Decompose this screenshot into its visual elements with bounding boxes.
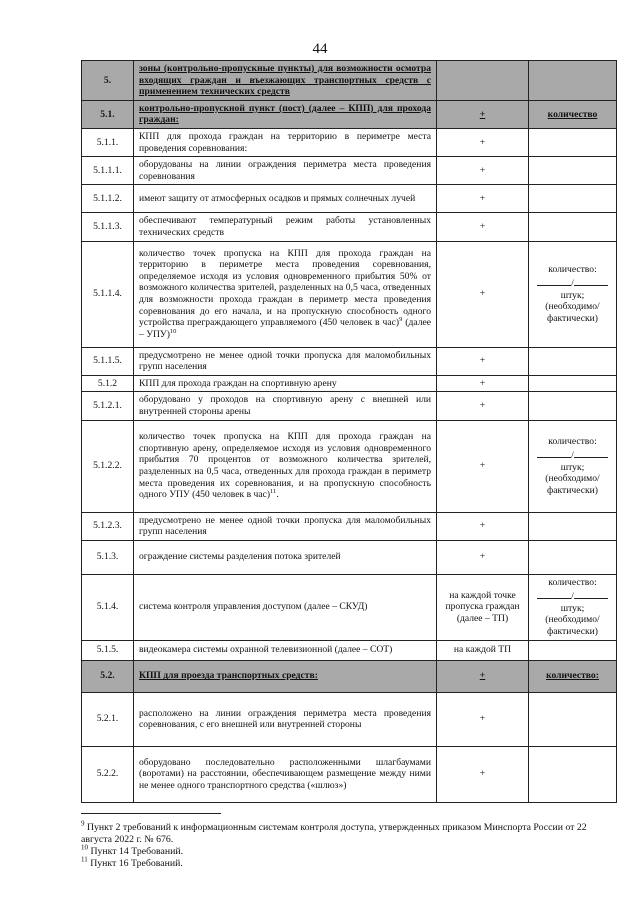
item-number: 5.2. (82, 660, 134, 692)
description-text: обеспечивают температурный режим работы установленных технических средств (139, 215, 431, 238)
quantity-cell (529, 100, 617, 128)
item-number: 5.1.1.3. (82, 213, 134, 241)
footnote-ref: 11 (270, 488, 277, 495)
description-text: количество точек пропуска на КПП для прохода граждан на спортивную арену, определяемое исходя из условия одновременного прибытия 70 процентов от возможного количества зрителей, разделенных на 0,5 часа, отведенных для прохода граждан в периметр места проведения их соревнования, и на пропускную способность одного УПУ (450 человек в час) (139, 431, 431, 501)
requirement-value: + (437, 100, 529, 128)
description-text: контрольно-пропускной пункт (пост) (далее – КПП) для прохода граждан: (139, 102, 431, 126)
description-tail: . (276, 489, 279, 501)
requirement-value: + (437, 512, 529, 540)
footnote (81, 819, 616, 846)
table-row (82, 512, 617, 540)
quantity-cell (529, 660, 617, 692)
item-number: 5.1.2.1. (82, 392, 134, 420)
table-row (82, 392, 617, 420)
section-row (82, 61, 617, 101)
description-text: предусмотрено не менее одной точки пропуска для маломобильных групп населения (139, 349, 431, 373)
item-description (134, 213, 437, 241)
item-description (134, 241, 437, 347)
item-number: 5.1.5. (82, 640, 134, 660)
item-description (134, 512, 437, 540)
requirement-value: + (437, 185, 529, 213)
requirement-value: + (437, 660, 529, 692)
table-row (82, 692, 617, 746)
footnotes (81, 819, 616, 870)
table-row (82, 157, 617, 185)
requirement-value: + (437, 213, 529, 241)
table-row (82, 746, 617, 802)
quantity-cell (529, 692, 617, 746)
quantity-cell (529, 347, 617, 375)
item-description (134, 61, 437, 101)
quantity-line: количество (547, 108, 598, 120)
footnote-mark: 10 (81, 843, 88, 852)
footnote-mark: 11 (81, 855, 88, 864)
item-number: 5.1.1.5. (82, 347, 134, 375)
quantity-line: / (534, 275, 611, 290)
quantity-cell (529, 574, 617, 640)
item-number: 5.1.1. (82, 128, 134, 156)
item-number: 5.1.2.3. (82, 512, 134, 540)
description-text: оборудовано последовательно расположенными шлагбаумами (воротами) на расстоянии, обеспечивающем размещение между ними не менее одного транспортного средства («шлюз») (139, 756, 431, 791)
section-row (82, 100, 617, 128)
item-number: 5.1.3. (82, 540, 134, 574)
quantity-cell (529, 392, 617, 420)
item-number: 5.1.2 (82, 375, 134, 392)
table-row (82, 375, 617, 392)
item-number: 5.1.4. (82, 574, 134, 640)
quantity-line: (необходимо/ (545, 614, 600, 626)
footnote-text: Пункт 14 Требований. (88, 846, 184, 857)
description-text: расположено на линии ограждения периметра места проведения соревнования, с его внешней или внутренней стороны (139, 707, 431, 731)
requirement-value: + (437, 241, 529, 347)
quantity-line: штук; (560, 289, 585, 301)
quantity-line: (необходимо/ (545, 301, 600, 313)
quantity-cell (529, 746, 617, 802)
requirement-value: + (437, 128, 529, 156)
description-text: имеют защиту от атмосферных осадков и прямых солнечных лучей (139, 193, 416, 205)
quantity-line: фактически) (547, 626, 598, 638)
item-number: 5.1.1.2. (82, 185, 134, 213)
quantity-line: количество: (548, 263, 597, 275)
quantity-line: количество: (546, 670, 599, 682)
quantity-cell (529, 512, 617, 540)
page-number: 44 (312, 41, 328, 57)
description-text: оборудованы на линии ограждения периметра места проведения соревнования (139, 159, 431, 182)
footnote (81, 855, 616, 870)
requirement-value (437, 61, 529, 101)
item-description (134, 375, 437, 392)
quantity-line: количество: (548, 435, 597, 447)
footnote-text: Пункт 16 Требований. (87, 858, 183, 869)
quantity-cell (529, 375, 617, 392)
footnote-ref: 9 (399, 316, 403, 324)
requirement-value: на каждой ТП (437, 640, 529, 660)
quantity-cell (529, 213, 617, 241)
quantity-cell (529, 157, 617, 185)
description-text: зоны (контрольно-пропускные пункты) для возможности осмотра входящих граждан и въезжающих транспортных средств с применением технических средств (139, 63, 431, 98)
item-number: 5.1.1.1. (82, 157, 134, 185)
quantity-line: (необходимо/ (545, 473, 600, 485)
quantity-line: количество: (548, 576, 597, 588)
description-text: оборудовано у проходов на спортивную арену с внешней или внутренней стороны арены (139, 394, 431, 417)
quantity-line: штук; (560, 461, 585, 473)
item-number: 5. (82, 61, 134, 101)
quantity-cell (529, 420, 617, 512)
table-row (82, 640, 617, 660)
requirement-value: + (437, 392, 529, 420)
requirement-value: + (437, 746, 529, 802)
section-row (82, 660, 617, 692)
requirement-value: + (437, 692, 529, 746)
description-text: система контроля управления доступом (далее – СКУД) (139, 601, 368, 613)
quantity-line: штук; (560, 602, 585, 614)
item-description (134, 540, 437, 574)
item-description (134, 660, 437, 692)
description-text: предусмотрено не менее одной точки пропуска для маломобильных групп населения (139, 514, 431, 538)
footnote-ref: 10 (169, 327, 177, 335)
quantity-cell (529, 241, 617, 347)
requirement-value: + (437, 157, 529, 185)
requirement-value: + (437, 347, 529, 375)
item-description (134, 100, 437, 128)
item-description (134, 157, 437, 185)
requirement-value: + (437, 375, 529, 392)
quantity-cell (529, 640, 617, 660)
item-number: 5.1.2.2. (82, 420, 134, 512)
table-row (82, 128, 617, 156)
quantity-cell (529, 540, 617, 574)
footnote (81, 843, 616, 858)
footnote-divider (81, 813, 221, 814)
description-text: КПП для проезда транспортных средств: (139, 670, 318, 682)
item-number: 5.1.1.4. (82, 241, 134, 347)
item-description (134, 746, 437, 802)
table-row (82, 185, 617, 213)
item-description (134, 185, 437, 213)
item-description (134, 347, 437, 375)
description-text: видеокамера системы охранной телевизионной (далее – СОТ) (139, 644, 393, 656)
footnote-text: Пункт 2 требований к информационным системам контроля доступа, утвержденных приказом Минспорта России от 22 августа 2022 г. № 676. (81, 822, 587, 845)
item-number: 5.1. (82, 100, 134, 128)
description-text: ограждение системы разделения потока зрителей (139, 551, 341, 563)
quantity-line: фактически) (547, 312, 598, 324)
quantity-cell (529, 185, 617, 213)
item-description (134, 574, 437, 640)
item-description (134, 420, 437, 512)
table-row (82, 420, 617, 512)
item-description (134, 392, 437, 420)
item-description (134, 640, 437, 660)
item-description (134, 692, 437, 746)
description-text: КПП для прохода граждан на спортивную арену (139, 377, 337, 389)
item-number: 5.2.1. (82, 692, 134, 746)
quantity-cell (529, 128, 617, 156)
item-number: 5.2.2. (82, 746, 134, 802)
quantity-line: / (534, 588, 611, 603)
requirement-value: + (437, 420, 529, 512)
footnote-mark: 9 (81, 819, 85, 828)
description-tail: (далее – УПУ) (139, 317, 431, 340)
quantity-cell (529, 61, 617, 101)
description-text: количество точек пропуска на КПП для прохода граждан на территорию в периметре места проведения соревнования, определяемое исходя из условия одновременного прибытия 50% от возможного количества зрителей, разделенных на 0,5 часа, отведенных для возможности прохода граждан в периметр места проведения соревнования до его начала, и на пропускную способность одного устройства преграждающего управляемого (450 человек в час) (139, 247, 431, 329)
description-text: КПП для прохода граждан на территорию в периметре места проведения соревнования: (139, 130, 431, 154)
table-row (82, 213, 617, 241)
table-row (82, 347, 617, 375)
table-row (82, 241, 617, 347)
requirement-value: на каждой точке пропуска граждан (далее – ТП) (437, 574, 529, 640)
item-description (134, 128, 437, 156)
table-row (82, 540, 617, 574)
requirements-table (81, 60, 617, 803)
requirement-value: + (437, 540, 529, 574)
quantity-line: фактически) (547, 484, 598, 496)
table-row (82, 574, 617, 640)
quantity-line: / (534, 447, 611, 462)
